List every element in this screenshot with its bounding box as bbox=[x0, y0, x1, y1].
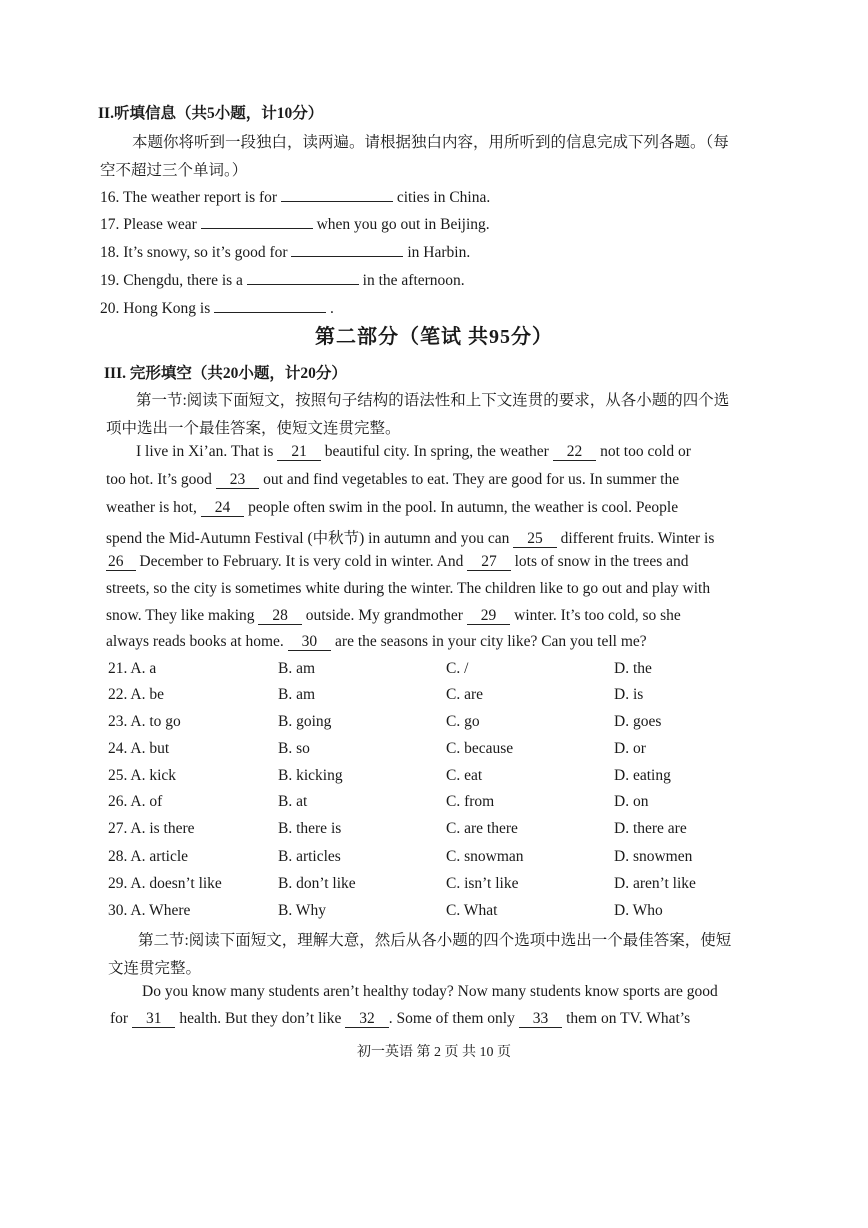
blank-31: 31 bbox=[132, 1011, 176, 1028]
question-number: 18. bbox=[100, 244, 120, 261]
question-number: 17. bbox=[100, 216, 120, 233]
answer-blank[interactable] bbox=[291, 241, 403, 257]
passage-line-3 bbox=[106, 499, 678, 517]
question-20 bbox=[100, 297, 334, 318]
part-2-title: 第二部分（笔试 共95分） bbox=[315, 326, 553, 348]
option-b[interactable]: B. so bbox=[278, 740, 310, 757]
page-footer: 初一英语 第 2 页 共 10 页 bbox=[357, 1045, 511, 1060]
blank-22: 22 bbox=[553, 444, 597, 461]
passage-line-4 bbox=[106, 526, 714, 548]
question-text: The weather report is for bbox=[122, 189, 278, 206]
passage-text: too hot. It’s good bbox=[106, 471, 212, 488]
passage-text: December to February. It is very cold in winter. And bbox=[139, 553, 464, 570]
option-c[interactable]: C. eat bbox=[446, 767, 483, 784]
blank-30: 30 bbox=[288, 634, 332, 651]
option-row bbox=[108, 686, 768, 706]
question-17 bbox=[100, 213, 490, 234]
option-a[interactable]: 25. A. kick bbox=[108, 767, 177, 784]
blank-25: 25 bbox=[513, 531, 557, 548]
answer-blank[interactable] bbox=[201, 213, 313, 229]
option-d[interactable]: D. eating bbox=[614, 767, 671, 784]
question-number: 16. bbox=[100, 189, 120, 206]
question-text: Chengdu, there is a bbox=[123, 272, 243, 289]
passage-line-6: streets, so the city is sometimes white during the winter. The children like to go out and play with bbox=[106, 580, 711, 597]
option-c[interactable]: C. because bbox=[446, 740, 514, 757]
option-a[interactable]: 22. A. be bbox=[108, 686, 164, 703]
question-text: when you go out in Beijing. bbox=[316, 216, 490, 233]
option-c[interactable]: C. are there bbox=[446, 820, 518, 837]
passage-text: lots of snow in the trees and bbox=[514, 553, 689, 570]
option-d[interactable]: D. Who bbox=[614, 902, 663, 919]
option-c[interactable]: C. are bbox=[446, 686, 484, 703]
section-3-sub2-line2: 文连贯完整。 bbox=[108, 960, 202, 977]
passage-text: for bbox=[110, 1010, 129, 1027]
answer-blank[interactable] bbox=[247, 269, 359, 285]
question-text: in the afternoon. bbox=[362, 272, 465, 289]
question-19 bbox=[100, 269, 465, 290]
option-a[interactable]: 26. A. of bbox=[108, 793, 163, 810]
question-text: Hong Kong is bbox=[123, 300, 211, 317]
section-2-instruction-line2: 空不超过三个单词。） bbox=[100, 162, 248, 179]
option-d[interactable]: D. there are bbox=[614, 820, 687, 837]
passage-text: I live in Xi’an. That is bbox=[136, 443, 274, 460]
blank-33: 33 bbox=[519, 1011, 563, 1028]
option-a[interactable]: 28. A. article bbox=[108, 848, 189, 865]
passage-text: weather is hot, bbox=[106, 499, 197, 516]
option-c[interactable]: C. What bbox=[446, 902, 498, 919]
passage-text: outside. My grandmother bbox=[305, 607, 463, 624]
option-b[interactable]: B. kicking bbox=[278, 767, 343, 784]
option-a[interactable]: 27. A. is there bbox=[108, 820, 195, 837]
answer-blank[interactable] bbox=[214, 297, 326, 313]
passage-line-5 bbox=[106, 553, 689, 571]
option-b[interactable]: B. don’t like bbox=[278, 875, 356, 892]
passage-text: them on TV. What’s bbox=[566, 1010, 691, 1027]
option-a[interactable]: 30. A. Where bbox=[108, 902, 191, 919]
question-text: Please wear bbox=[123, 216, 197, 233]
option-row bbox=[108, 793, 768, 813]
question-text: cities in China. bbox=[396, 189, 491, 206]
section-3-sub1-line1: 第一节:阅读下面短文，按照句子结构的语法性和上下文连贯的要求，从各小题的四个选 bbox=[136, 392, 730, 409]
option-row bbox=[108, 875, 768, 895]
passage-line-2 bbox=[106, 471, 679, 489]
option-row bbox=[108, 902, 768, 922]
option-c[interactable]: C. / bbox=[446, 660, 469, 677]
section-2-title: II.听填信息（共5小题，计10分） bbox=[98, 105, 324, 122]
passage-text: always reads books at home. bbox=[106, 633, 284, 650]
passage-line-7 bbox=[106, 607, 681, 625]
option-b[interactable]: B. am bbox=[278, 686, 316, 703]
blank-27: 27 bbox=[467, 554, 511, 571]
question-text: It’s snowy, so it’s good for bbox=[123, 244, 288, 261]
section-3-sub1-line2: 项中选出一个最佳答案，使短文连贯完整。 bbox=[106, 420, 401, 437]
passage-text: . Some of them only bbox=[388, 1010, 515, 1027]
option-a[interactable]: 24. A. but bbox=[108, 740, 170, 757]
question-number: 19. bbox=[100, 272, 120, 289]
option-row bbox=[108, 767, 768, 787]
passage-text: beautiful city. In spring, the weather bbox=[324, 443, 549, 460]
blank-21: 21 bbox=[277, 444, 321, 461]
question-text: . bbox=[329, 300, 334, 317]
passage-text: out and find vegetables to eat. They are good for us. In summer the bbox=[263, 471, 680, 488]
option-b[interactable]: B. am bbox=[278, 660, 316, 677]
passage-text: snow. They like making bbox=[106, 607, 255, 624]
passage2-line-2 bbox=[110, 1010, 690, 1028]
option-b[interactable]: B. going bbox=[278, 713, 332, 730]
option-d[interactable]: D. goes bbox=[614, 713, 662, 730]
passage-text: winter. It’s too cold, so she bbox=[514, 607, 681, 624]
option-b[interactable]: B. articles bbox=[278, 848, 341, 865]
passage-text: different fruits. Winter is bbox=[560, 530, 715, 547]
passage-text: spend the Mid-Autumn Festival (中秋节) in autumn and you can bbox=[106, 530, 510, 547]
option-d[interactable]: D. snowmen bbox=[614, 848, 693, 865]
blank-24: 24 bbox=[201, 500, 245, 517]
option-c[interactable]: C. snowman bbox=[446, 848, 524, 865]
option-b[interactable]: B. there is bbox=[278, 820, 342, 837]
passage-text: not too cold or bbox=[600, 443, 691, 460]
question-16 bbox=[100, 186, 490, 207]
option-d[interactable]: D. the bbox=[614, 660, 652, 677]
option-row bbox=[108, 660, 768, 680]
option-d[interactable]: D. aren’t like bbox=[614, 875, 696, 892]
passage-text: health. But they don’t like bbox=[179, 1010, 342, 1027]
option-c[interactable]: C. from bbox=[446, 793, 495, 810]
passage-text: are the seasons in your city like? Can you tell me? bbox=[335, 633, 647, 650]
option-a[interactable]: 29. A. doesn’t like bbox=[108, 875, 222, 892]
question-18 bbox=[100, 241, 470, 262]
question-text: in Harbin. bbox=[407, 244, 471, 261]
blank-23: 23 bbox=[216, 472, 260, 489]
option-a[interactable]: 21. A. a bbox=[108, 660, 157, 677]
passage-line-8 bbox=[106, 633, 647, 651]
section-3-title: III. 完形填空（共20小题，计20分） bbox=[104, 365, 347, 382]
option-d[interactable]: D. on bbox=[614, 793, 649, 810]
blank-26: 26 bbox=[106, 554, 136, 571]
blank-32: 32 bbox=[345, 1011, 389, 1028]
option-b[interactable]: B. at bbox=[278, 793, 308, 810]
option-d[interactable]: D. is bbox=[614, 686, 644, 703]
answer-blank[interactable] bbox=[281, 186, 393, 202]
option-a[interactable]: 23. A. to go bbox=[108, 713, 181, 730]
section-2-instruction-line1: 本题你将听到一段独白，读两遍。请根据独白内容，用所听到的信息完成下列各题。（每 bbox=[132, 134, 729, 151]
passage-text: people often swim in the pool. In autumn, the weather is cool. People bbox=[248, 499, 679, 516]
blank-28: 28 bbox=[258, 608, 302, 625]
option-row bbox=[108, 820, 768, 840]
option-c[interactable]: C. isn’t like bbox=[446, 875, 519, 892]
option-c[interactable]: C. go bbox=[446, 713, 480, 730]
option-row bbox=[108, 740, 768, 760]
blank-29: 29 bbox=[467, 608, 511, 625]
option-row bbox=[108, 713, 768, 733]
passage-line-1 bbox=[136, 443, 691, 461]
option-b[interactable]: B. Why bbox=[278, 902, 326, 919]
option-row bbox=[108, 848, 768, 868]
section-3-sub2-line1: 第二节:阅读下面短文，理解大意，然后从各小题的四个选项中选出一个最佳答案，使短 bbox=[138, 932, 732, 949]
option-d[interactable]: D. or bbox=[614, 740, 646, 757]
question-number: 20. bbox=[100, 300, 120, 317]
passage2-line-1: Do you know many students aren’t healthy today? Now many students know sports are good bbox=[142, 983, 718, 1000]
